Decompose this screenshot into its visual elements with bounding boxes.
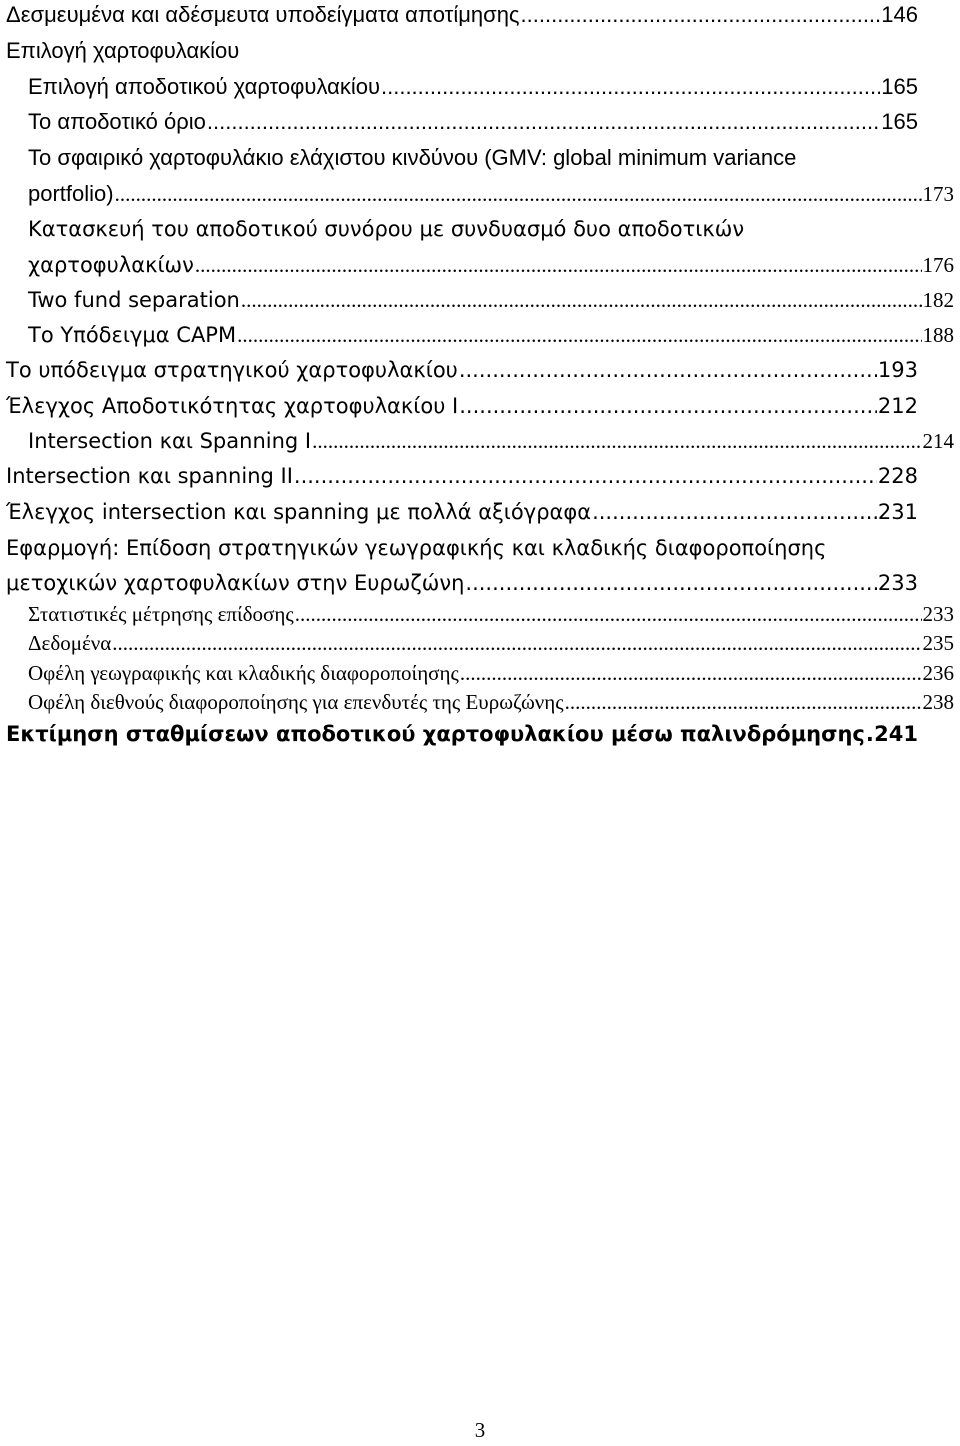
leader-dots	[115, 182, 922, 207]
toc-entry-page: 241	[874, 722, 918, 746]
toc-entry-title: Εκτίμηση σταθμίσεων αποδοτικού χαρτοφυλακίου μέσω παλινδρόμησης	[6, 722, 865, 746]
toc-entry[interactable]	[28, 690, 954, 715]
leader-dots	[521, 2, 881, 28]
toc-entry-title: Το Υπόδειγμα CAPM	[28, 323, 237, 347]
toc-entry-page: 233	[922, 602, 954, 626]
toc-entry-title: Intersection και spanning II	[6, 464, 293, 488]
toc-entry[interactable]	[6, 571, 918, 595]
toc-entry-title: Έλεγχος Αποδοτικότητας χαρτοφυλακίου Ι	[6, 394, 459, 418]
toc-entry[interactable]	[28, 253, 954, 278]
toc-entry[interactable]	[28, 145, 796, 171]
leader-dots	[592, 500, 877, 524]
leader-dots	[465, 571, 877, 595]
toc-entry-page: 182	[922, 288, 954, 312]
leader-dots	[460, 661, 922, 686]
toc-entry[interactable]	[6, 38, 239, 64]
leader-dots	[195, 253, 922, 278]
toc-entry-title: Εφαρμογή: Επίδοση στρατηγικών γεωγραφικής και κλαδικής διαφοροποίησης	[6, 536, 827, 560]
toc-entry-title: Επιλογή χαρτοφυλακίου	[6, 38, 240, 63]
toc-entry-title: portfolio)	[28, 181, 114, 206]
toc-entry[interactable]	[28, 661, 954, 686]
toc-entry-title: χαρτοφυλακίων	[28, 253, 194, 277]
toc-entry[interactable]	[28, 217, 744, 241]
toc-entry[interactable]	[6, 536, 826, 560]
toc-entry-page: 233	[877, 571, 918, 595]
toc-entry-page: 236	[922, 661, 954, 685]
toc-entry-title: Το σφαιρικό χαρτοφυλάκιο ελάχιστου κινδύνου (GMV: global minimum variance	[28, 145, 797, 170]
toc-entry[interactable]	[28, 109, 918, 135]
toc-entry-title: Στατιστικές μέτρησης επίδοσης	[28, 602, 294, 626]
toc-entry[interactable]	[28, 288, 954, 313]
leader-dots	[866, 722, 873, 746]
toc-entry-title: Επιλογή αποδοτικού χαρτοφυλακίου	[28, 74, 380, 99]
toc-entry-page: 193	[877, 358, 918, 382]
toc-entry-title: Δεσμευμένα και αδέσμευτα υποδείγματα αποτίμησης	[6, 2, 520, 27]
toc-entry-page: 176	[922, 253, 954, 277]
toc-entry[interactable]	[6, 358, 918, 382]
toc-entry-title: Two fund separation	[28, 288, 240, 312]
toc-entry-title: Δεδομένα	[28, 631, 112, 655]
toc-entry-title: Οφέλη γεωγραφικής και κλαδικής διαφοροποίησης	[28, 661, 459, 685]
toc-entry-page: 231	[877, 500, 918, 524]
toc-entry-page: 235	[922, 631, 954, 655]
toc-entry-page: 238	[922, 690, 954, 714]
toc-entry[interactable]	[6, 500, 918, 524]
toc-entry[interactable]	[28, 429, 954, 454]
leader-dots	[295, 602, 922, 627]
leader-dots	[241, 288, 922, 313]
toc-entry[interactable]	[28, 74, 918, 100]
toc-entry-title: Το αποδοτικό όριο	[28, 109, 206, 134]
toc-entry-page: 165	[881, 109, 918, 134]
toc-entry-title: μετοχικών χαρτοφυλακίων στην Ευρωζώνη	[6, 571, 465, 595]
leader-dots	[459, 394, 877, 418]
leader-dots	[207, 109, 880, 135]
toc-entry-page: 188	[922, 323, 954, 347]
toc-entry-page: 146	[881, 2, 918, 27]
toc-entry[interactable]	[6, 394, 918, 418]
toc-entry-page: 165	[881, 74, 918, 99]
leader-dots	[294, 464, 877, 488]
leader-dots	[312, 429, 921, 454]
leader-dots	[565, 690, 922, 715]
toc-entry[interactable]	[28, 602, 954, 627]
toc-entry-title: Έλεγχος intersection και spanning με πολλά αξιόγραφα	[6, 500, 592, 524]
leader-dots	[381, 74, 880, 100]
toc-entry[interactable]	[28, 631, 954, 656]
toc-entry-title: Οφέλη διεθνούς διαφοροποίησης για επενδυτές της Ευρωζώνης	[28, 690, 564, 714]
toc-entry[interactable]	[6, 722, 918, 746]
toc-entry[interactable]	[6, 464, 918, 488]
toc-entry-page: 214	[922, 429, 954, 453]
leader-dots	[459, 358, 877, 382]
leader-dots	[237, 323, 921, 348]
toc-entry-page: 212	[877, 394, 918, 418]
leader-dots	[112, 631, 921, 656]
toc-entry-title: Το υπόδειγμα στρατηγικού χαρτοφυλακίου	[6, 358, 458, 382]
page-number: 3	[474, 1418, 486, 1442]
toc-entry[interactable]	[6, 2, 918, 28]
toc-entry[interactable]	[28, 181, 954, 207]
toc-entry-title: Intersection και Spanning I	[28, 429, 312, 453]
toc-entry[interactable]	[28, 323, 954, 348]
toc-entry-page: 228	[877, 464, 918, 488]
toc-entry-title: Κατασκευή του αποδοτικού συνόρου με συνδυασμό δυο αποδοτικών	[28, 217, 745, 241]
toc-entry-page: 173	[922, 182, 954, 206]
